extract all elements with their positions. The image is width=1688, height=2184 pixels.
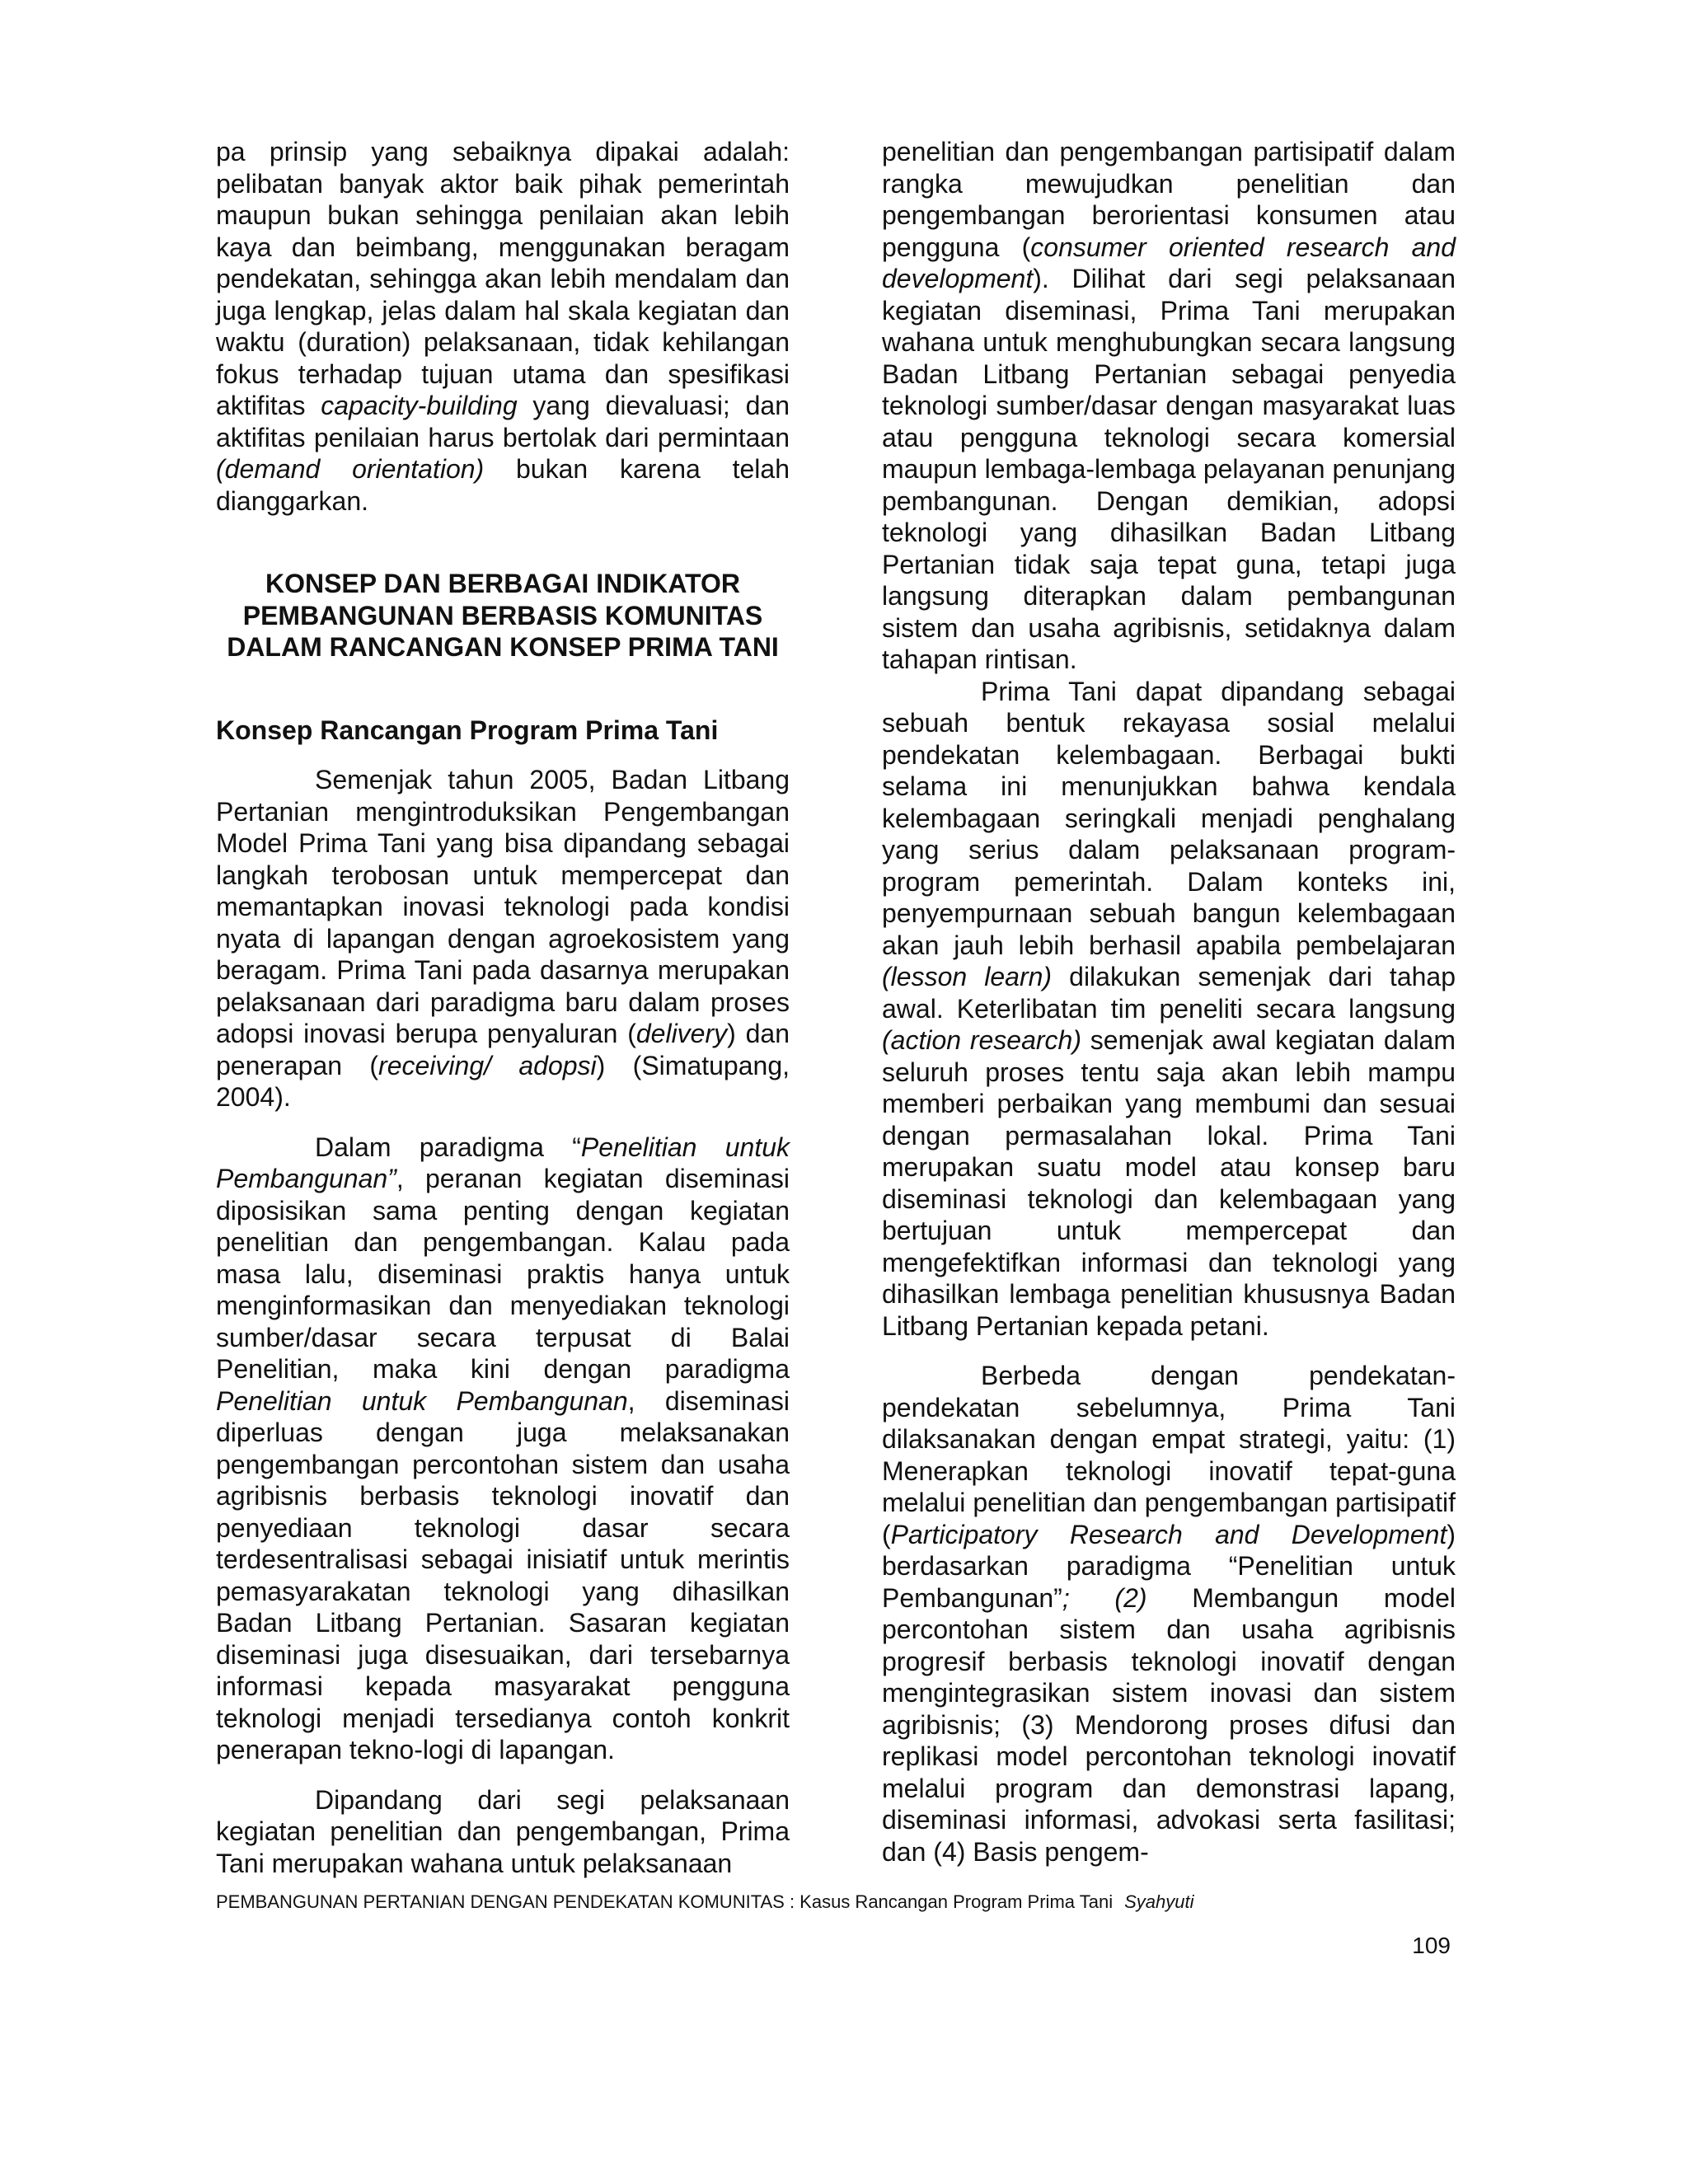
right-paragraph-2 (882, 676, 1456, 1343)
italic-text-run: Participatory Research and Development (890, 1519, 1447, 1549)
italic-text-run: (action research) (882, 1025, 1081, 1055)
italic-text-run: (lesson learn) (882, 962, 1053, 991)
left-paragraph-3 (216, 1132, 790, 1766)
italic-text-run: receiving/ adopsi (378, 1050, 597, 1080)
text-run: Dipandang dari segi pelaksanaan kegiatan penelitian dan pengembangan, Prima Tani merupakan wahana untuk pelaksanaan (216, 1784, 790, 1878)
right-paragraph-1 (882, 136, 1456, 676)
text-run: bukan karena telah dianggarkan. (216, 454, 790, 516)
left-paragraph-2 (216, 764, 790, 1113)
left-paragraph-1 (216, 136, 790, 517)
section-heading: KONSEP DAN BERBAGAI INDIKATOR PEMBANGUNAN BERBASIS KOMUNITAS DALAM RANCANGAN KONSEP PRIMA TANI (227, 569, 779, 662)
text-run: ) berdasarkan paradigma “Penelitian untuk Pembangunan” (882, 1519, 1456, 1613)
text-run: penelitian dan pengembangan partisipatif dalam rangka mewujudkan penelitian dan pengembangan berorientasi konsumen atau pengguna ( (882, 137, 1456, 262)
text-run: Dalam paradigma “ (315, 1132, 581, 1162)
italic-text-run: capacity-building (321, 391, 518, 420)
page-number: 109 (1412, 1933, 1451, 1958)
text-run: Berbeda dengan pendekatan-pendekatan sebelumnya, Prima Tani dilaksanakan dengan empat strategi, yaitu: (1) Menerapkan teknologi inovatif tepat-guna melalui penelitian dan pengembangan partisipatif ( (882, 1361, 1456, 1549)
text-run: ) (Simatupang, 2004). (216, 1050, 790, 1112)
italic-text-run: ; (2) (1062, 1582, 1147, 1613)
text-run: dilakukan semenjak dari tahap awal. Keterlibatan tim peneliti secara langsung (882, 962, 1456, 1024)
italic-text-run: Penelitian untuk Pembangunan (216, 1385, 628, 1416)
text-run: semenjak awal kegiatan dalam seluruh proses tentu saja akan lebih mampu memberi perbaikan yang membumi dan sesuai dengan permasalahan lokal. Prima Tani merupakan suatu model atau konsep baru diseminasi teknologi dan kelembagaan yang bertujuan untuk mempercepat dan mengefektifkan informasi dan teknologi yang dihasilkan lembaga penelitian khususnya Badan Litbang Pertanian kepada petani. (882, 1025, 1456, 1341)
text-run: Membangun model percontohan sistem dan usaha agribisnis progresif berbasis teknologi inovatif dengan mengintegrasikan sistem inovasi dan sistem agribisnis; (3) Mendorong proses difusi dan replikasi model percontohan teknologi inovatif melalui program dan demonstrasi lapang, diseminasi informasi, advokasi serta fasilitasi; dan (4) Basis pengem- (882, 1582, 1456, 1867)
text-run: pa prinsip yang sebaiknya dipakai adalah: pelibatan banyak aktor baik pihak pemerintah maupun bukan sehingga penilaian akan lebih kaya dan beimbang, menggunakan beragam pendekatan, sehingga akan lebih mendalam dan juga lengkap, jelas dalam hal skala kegiatan dan waktu (duration) pelaksanaan, tidak kehilangan fokus terhadap tujuan utama dan spesifikasi aktifitas (216, 137, 790, 420)
left-column (216, 136, 790, 1879)
text-run: , diseminasi diperluas dengan juga melaksanakan pengembangan percontohan sistem dan usaha agribisnis berbasis teknologi inovatif dan penyediaan teknologi dasar secara terdesentralisasi sebagai inisiatif untuk merintis pemasyarakatan teknologi yang dihasilkan Badan Litbang Pertanian. Sasaran kegiatan diseminasi juga disesuaikan, dari tersebarnya informasi kepada masyarakat pengguna teknologi menjadi tersedianya contoh konkrit penerapan tekno-logi di lapangan. (216, 1385, 790, 1765)
footer-title: PEMBANGUNAN PERTANIAN DENGAN PENDEKATAN KOMUNITAS : Kasus Rancangan Program Prima Tani (216, 1891, 1114, 1912)
text-run: Prima Tani dapat dipandang sebagai sebuah bentuk rekayasa sosial melalui pendekatan kelembagaan. Berbagai bukti selama ini menunjukkan bahwa kendala kelembagaan seringkali menjadi penghalang yang serius dalam pelaksanaan program-program pemerintah. Dalam konteks ini, penyempurnaan sebuah bangun kelembagaan akan jauh lebih berhasil apabila pembelajaran (882, 676, 1456, 960)
italic-text-run: Penelitian untuk Pembangunan” (216, 1132, 790, 1193)
running-footer (216, 1891, 1452, 1914)
sub-heading: Konsep Rancangan Program Prima Tani (216, 715, 719, 745)
italic-text-run: consumer oriented research and development (882, 232, 1456, 293)
italic-text-run: (demand orientation) (216, 454, 485, 484)
text-run: ) dan penerapan ( (216, 1019, 790, 1080)
italic-text-run: delivery (635, 1019, 728, 1048)
text-run: , peranan kegiatan diseminasi diposisikan sama penting dengan kegiatan penelitian dan pengembangan. Kalau pada masa lalu, diseminasi praktis hanya untuk menginformasikan dan menyediakan teknologi sumber/dasar secara terpusat di Balai Penelitian, maka kini dengan paradigma (216, 1164, 790, 1384)
text-run: yang dievaluasi; dan aktifitas penilaian harus bertolak dari permintaan (216, 391, 790, 452)
right-paragraph-3 (882, 1360, 1456, 1868)
text-run: Semenjak tahun 2005, Badan Litbang Pertanian mengintroduksikan Pengembangan Model Prima Tani yang bisa dipandang sebagai langkah terobosan untuk mempercepat dan memantapkan inovasi teknologi pada kondisi nyata di lapangan dengan agroekosistem yang beragam. Prima Tani pada dasarnya merupakan pelaksanaan dari paradigma baru dalam proses adopsi inovasi berupa penyaluran ( (216, 765, 790, 1048)
right-column (882, 136, 1456, 1868)
left-paragraph-4 (216, 1784, 790, 1880)
text-run: ). Dilihat dari segi pelaksanaan kegiatan diseminasi, Prima Tani merupakan wahana untuk menghubungkan secara langsung Badan Litbang Pertanian sebagai penyedia teknologi sumber/dasar dengan masyarakat luas atau pengguna teknologi secara komersial maupun lembaga-lembaga pelayanan penunjang pembangunan. Dengan demikian, adopsi teknologi yang dihasilkan Badan Litbang Pertanian tidak saja tepat guna, tetapi juga langsung diterapkan dalam pembangunan sistem dan usaha agribisnis, setidaknya dalam tahapan rintisan. (882, 264, 1456, 674)
footer-author: Syahyuti (1124, 1891, 1194, 1912)
